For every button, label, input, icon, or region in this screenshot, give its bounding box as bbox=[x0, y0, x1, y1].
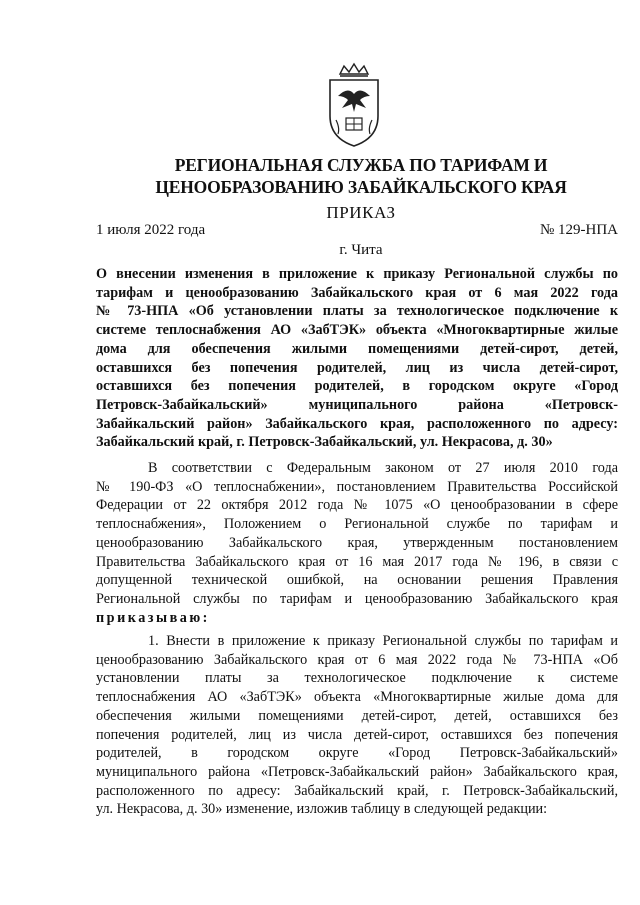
org-name-line2: ЦЕНООБРАЗОВАНИЮ ЗАБАЙКАЛЬСКОГО КРАЯ bbox=[155, 177, 567, 197]
subject-line: № 73-НПА «Об установлении платы за технологическое подключение к bbox=[96, 303, 618, 320]
document-date: 1 июля 2022 года bbox=[96, 222, 206, 238]
paragraph-line: ценообразованию Забайкальского края, утвержденным постановлением bbox=[96, 534, 618, 551]
paragraph-line: теплоснабжения», Положением о Региональной службе по тарифам и bbox=[96, 516, 618, 533]
paragraph-line: расположенного по адресу: Забайкальский край, г. Петровск-Забайкальский, bbox=[96, 782, 618, 799]
clause-1-paragraph bbox=[96, 632, 618, 819]
paragraph-line: Федерации от 22 октября 2012 года № 1075 «О ценообразовании в сфере bbox=[96, 497, 618, 514]
coat-of-arms-icon bbox=[318, 62, 390, 148]
paragraph-line: № 190-ФЗ «О теплоснабжении», постановлением Правительства Российской bbox=[96, 478, 618, 495]
paragraph-line: 1. Внести в приложение к приказу Региональной службы по тарифам и bbox=[148, 633, 618, 649]
paragraph-line: обеспечения жилыми помещениями детей-сирот, детей, оставшихся без bbox=[96, 707, 618, 724]
paragraph-line: допущенной технической ошибкой, на основании решения Правления bbox=[96, 572, 618, 589]
document-number: № 129-НПА bbox=[539, 222, 618, 238]
order-word: приказываю: bbox=[96, 609, 210, 626]
document-subject bbox=[96, 265, 618, 452]
paragraph-line: В соответствии с Федеральным законом от 27 июля 2010 года bbox=[148, 460, 618, 476]
subject-line: оставшихся без попечения родителей, лиц из числа детей-сирот, bbox=[96, 359, 618, 376]
paragraph-line: родителей, в городском округе «Город Петровск-Забайкальский» bbox=[96, 745, 618, 762]
subject-line: оставшихся без попечения родителей, в городском округе «Город bbox=[96, 378, 618, 395]
document-city: г. Чита bbox=[339, 242, 383, 258]
paragraph-line: Региональной службы по тарифам и ценообразованию Забайкальского края bbox=[96, 590, 618, 607]
org-name-line1: РЕГИОНАЛЬНАЯ СЛУЖБА ПО ТАРИФАМ И bbox=[174, 155, 548, 175]
document-type: ПРИКАЗ bbox=[326, 203, 396, 222]
subject-line: Забайкальский район» Забайкальского края, расположенного по адресу: bbox=[96, 415, 618, 432]
preamble-paragraph bbox=[96, 459, 618, 627]
subject-line: тарифам и ценообразованию Забайкальского края от 6 мая 2022 года bbox=[96, 284, 618, 301]
subject-line: О внесении изменения в приложение к приказу Региональной службы по bbox=[96, 266, 618, 282]
paragraph-line: ул. Некрасова, д. 30» изменение, изложив таблицу в следующей редакции: bbox=[96, 801, 548, 818]
subject-line: дома для обеспечения жилыми помещениями детей-сирот, детей, bbox=[96, 340, 618, 357]
paragraph-line: муниципального района «Петровск-Забайкальский район» Забайкальского края, bbox=[96, 763, 618, 780]
subject-line: Петровск-Забайкальский» муниципального района «Петровск- bbox=[96, 396, 618, 413]
subject-line: Забайкальский край, г. Петровск-Забайкальский, ул. Некрасова, д. 30» bbox=[96, 434, 553, 451]
paragraph-line: ценообразованию Забайкальского края от 6 мая 2022 года № 73-НПА «Об bbox=[96, 651, 618, 668]
paragraph-line: попечения родителей, лиц из числа детей-сирот, оставшихся без попечения bbox=[96, 726, 618, 743]
paragraph-line: Правительства Забайкальского края от 16 мая 2017 года № 196, в связи с bbox=[96, 553, 618, 570]
paragraph-line: теплоснабжения АО «ЗабТЭК» объекта «Многоквартирные жилые дома для bbox=[96, 689, 618, 706]
subject-line: системе теплоснабжения АО «ЗабТЭК» объекта «Многоквартирные жилые bbox=[96, 322, 618, 339]
paragraph-line: установлении платы за технологическое подключение к системе bbox=[96, 670, 618, 687]
